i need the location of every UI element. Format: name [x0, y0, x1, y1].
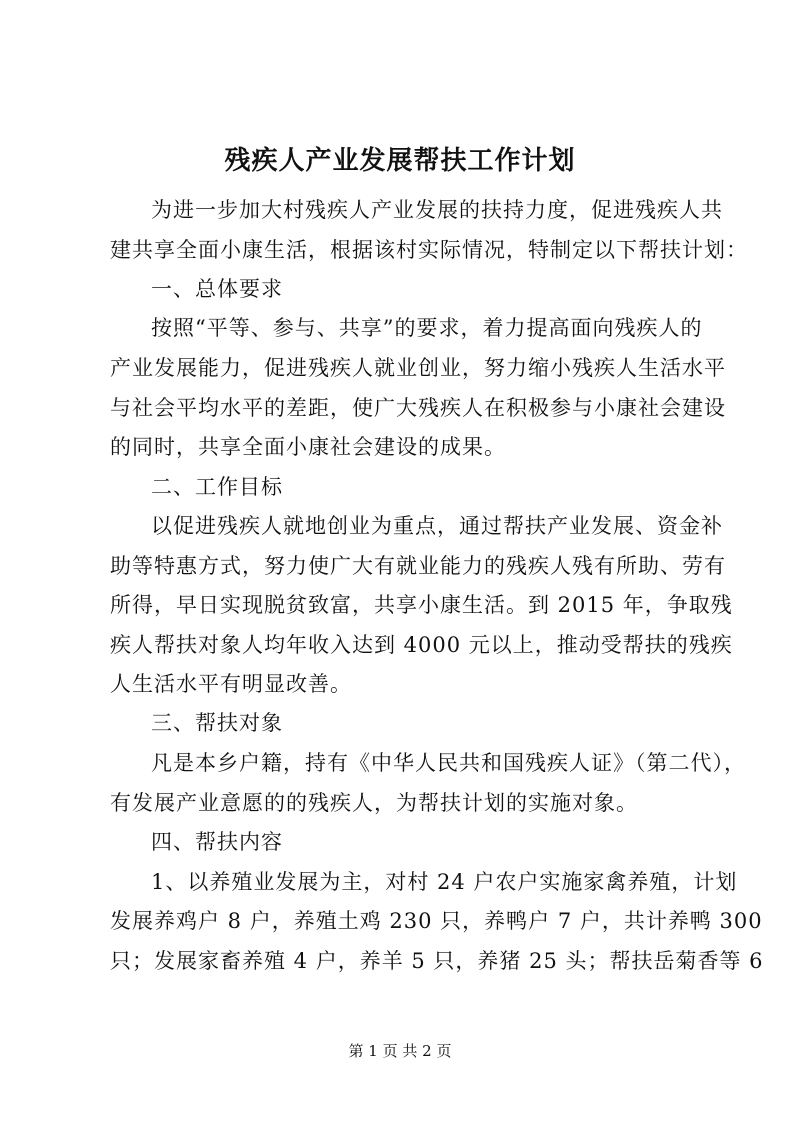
section-heading: 二、工作目标 — [151, 475, 283, 499]
paragraph-line: 为进一步加大村残疾人产业发展的扶持力度，促进残疾人共 — [151, 198, 723, 222]
paragraph-line: 凡是本乡户籍，持有《中华人民共和国残疾人证》（第二代）， — [151, 751, 746, 775]
paragraph-line: 有发展产业意愿的的残疾人，为帮扶计划的实施对象。 — [110, 791, 638, 815]
paragraph-line: 建共享全面小康生活，根据该村实际情况，特制定以下帮扶计划： — [110, 238, 748, 262]
paragraph-line: 疾人帮扶对象人均年收入达到 4000 元以上，推动受帮扶的残疾 — [110, 633, 733, 657]
paragraph-line: 产业发展能力，促进残疾人就业创业，努力缩小残疾人生活水平 — [110, 356, 726, 380]
paragraph-line: 以促进残疾人就地创业为重点，通过帮扶产业发展、资金补 — [151, 514, 723, 538]
paragraph-line: 人生活水平有明显改善。 — [110, 672, 352, 696]
paragraph-line: 的同时，共享全面小康社会建设的成果。 — [110, 435, 506, 459]
paragraph-line: 1、以养殖业发展为主，对村 24 户农户实施家禽养殖，计划 — [151, 870, 738, 894]
section-heading: 一、总体要求 — [151, 277, 283, 301]
document-title: 残疾人产业发展帮扶工作计划 — [224, 146, 576, 176]
paragraph-line: 与社会平均水平的差距，使广大残疾人在积极参与小康社会建设 — [110, 396, 726, 420]
section-heading: 四、帮扶内容 — [151, 830, 283, 854]
page-footer: 第 1 页 共 2 页 — [348, 1042, 452, 1060]
paragraph-line: 按照“平等、参与、共享”的要求，着力提高面向残疾人的 — [151, 316, 703, 340]
paragraph-line: 所得，早日实现脱贫致富，共享小康生活。到 2015 年，争取残 — [110, 593, 733, 617]
section-heading: 三、帮扶对象 — [151, 711, 283, 735]
paragraph-line: 发展养鸡户 8 户，养殖土鸡 230 只，养鸭户 7 户，共计养鸭 300 — [110, 909, 763, 933]
paragraph-line: 只；发展家畜养殖 4 户，养羊 5 只，养猪 25 头；帮扶岳菊香等 6 — [110, 949, 764, 973]
paragraph-line: 助等特惠方式，努力使广大有就业能力的残疾人残有所助、劳有 — [110, 554, 726, 578]
